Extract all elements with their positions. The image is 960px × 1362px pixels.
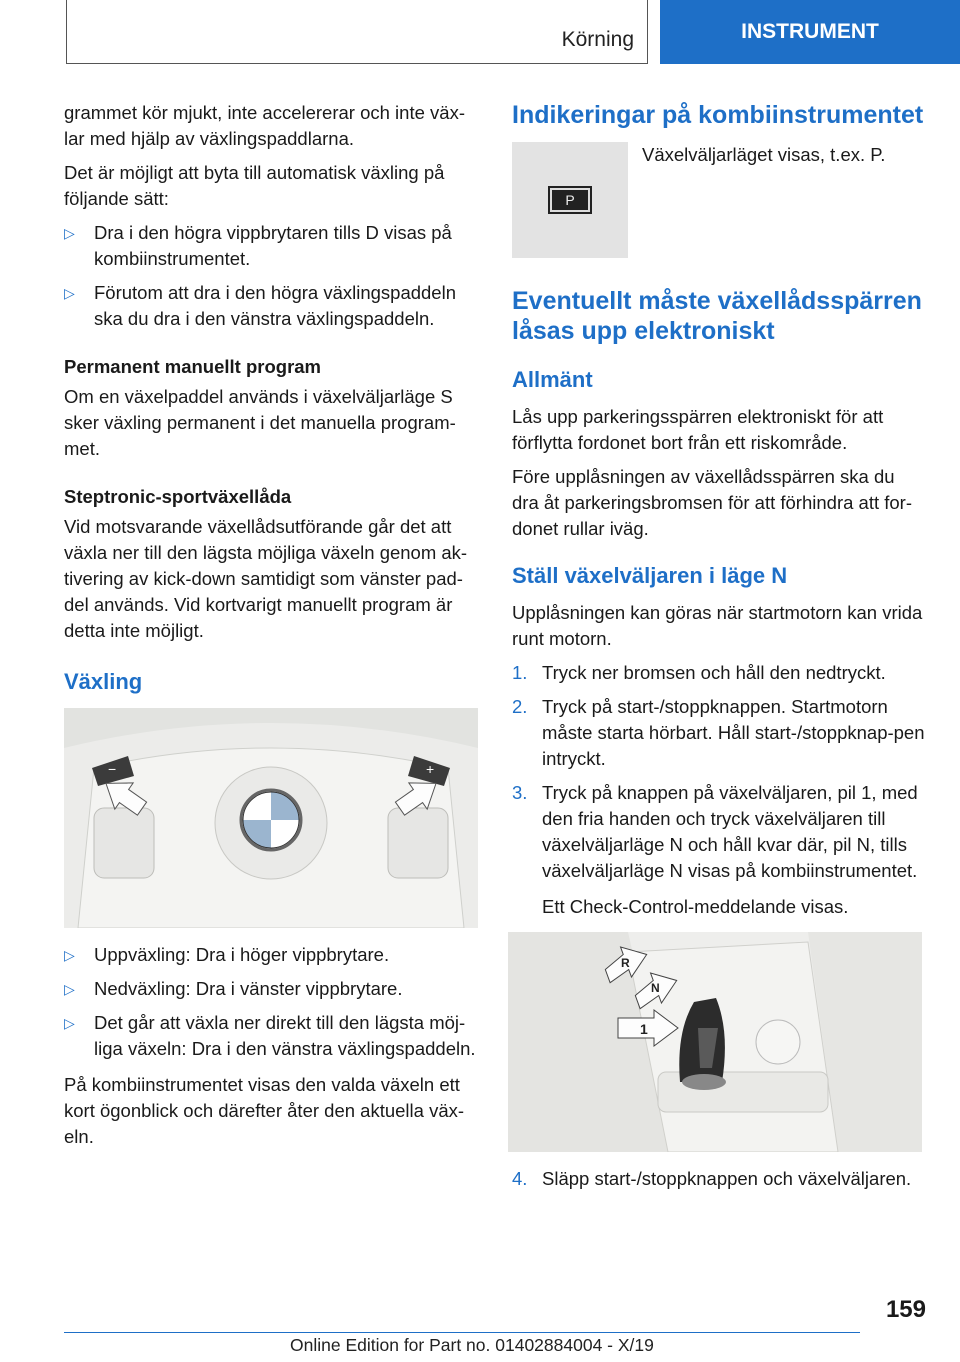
section-heading: Eventuellt måste växellådsspärren låsas upp elektroniskt [512,287,922,345]
triangle-bullet-icon: ▷ [64,285,75,301]
section-heading: Växling [64,669,143,694]
list-item: 2. Tryck på start-/stoppknappen. Startmotorn måste starta hörbart. Håll start-/stoppknap-pen intryckt. [512,696,925,769]
paragraph: Om en växelpaddel används i växelväljarläge S sker växling permanent i det manuella program-met. [64,386,456,459]
subheading: Permanent manuellt program [64,356,322,377]
list-item: ▷ Förutom att dra i den högra växlingspaddeln ska du dra i den vänstra växlingspaddeln. [64,282,456,329]
paragraph: grammet kör mjukt, inte accelererar och inte väx-lar med hjälp av växlingspaddlarna. [64,102,465,149]
footer-edition: Online Edition for Part no. 01402884004 - X/19 [290,1335,654,1355]
steps-list [512,1166,926,1192]
arrow-1-label: 1 [640,1021,648,1037]
triangle-bullet-icon: ▷ [64,225,75,241]
list-item: ▷ Nedväxling: Dra i vänster vippbrytare. [64,976,478,1002]
list-item: 1. Tryck ner bromsen och håll den nedtryckt. [512,662,886,683]
right-column [512,100,926,1202]
paragraph: Upplåsningen kan göras när startmotorn kan vrida runt motorn. [512,602,923,649]
figure-caption: Växelväljarläget visas, t.ex. P. [642,144,886,165]
header-section-title: Körning [561,28,634,51]
page-number: 159 [885,1296,926,1323]
triangle-bullet-icon: ▷ [64,947,75,963]
section-heading: Indikeringar på kombiinstrumentet [512,101,924,129]
minus-label: − [108,761,117,777]
bullet-list [64,220,478,332]
subheading: Steptronic-sportväxellåda [64,486,292,507]
subsection-heading: Allmänt [512,367,593,392]
list-item: 4. Släpp start-/stoppknappen och växelväljaren. [512,1168,912,1189]
r-label: R [621,956,630,970]
list-item: ▷ Det går att växla ner direkt till den lägsta möj-liga växeln: Dra i den vänstra växlingspaddeln. [64,1012,476,1059]
gear-indicator-image [512,142,628,258]
steering-wheel-image [64,708,478,928]
paragraph: På kombiinstrumentet visas den valda växeln ett kort ögonblick och därefter åter den aktuella väx-eln. [64,1074,465,1147]
gear-selector-image [508,932,922,1152]
triangle-bullet-icon: ▷ [64,981,75,997]
paragraph: Före upplåsningen av växellådsspärren ska du dra åt parkeringsbromsen för att förhindra att for-donet rullar iväg. [512,466,912,539]
triangle-bullet-icon: ▷ [64,1015,75,1031]
list-item: ▷ Uppväxling: Dra i höger vippbrytare. [64,942,478,968]
footer-divider [64,1332,860,1333]
paragraph: Det är möjligt att byta till automatisk växling på följande sätt: [64,162,445,209]
park-indicator-icon: P [550,188,590,212]
paragraph: Lås upp parkeringsspärren elektroniskt för att förflytta fordonet bort från ett riskområde. [512,406,884,453]
left-column [64,100,478,1158]
step-note: Ett Check-Control-meddelande visas. [542,896,849,917]
bullet-list [64,942,478,1062]
plus-label: + [426,761,435,777]
indicator-figure [512,142,926,258]
paragraph: Vid motsvarande växellådsutförande går det att växla ner till den lägsta möjliga växeln genom ak-tivering av kick-down samtidigt som vänster pad-del används. Vid kortvarigt manuellt program är detta inte möjligt. [64,516,468,641]
list-item: ▷ Dra i den högra vippbrytaren tills D visas på kombiinstrumentet. [64,222,452,269]
list-item: 3. Tryck på knappen på växelväljaren, pil 1, med den fria handen och tryck växelväljaren till växelväljarläge N och håll kvar där, pil N, tills växelväljarläge N visas på kombiinstrumentet. [512,782,918,881]
steps-list [512,660,926,884]
subsection-heading: Ställ växelväljaren i läge N [512,563,788,588]
header-chapter-tab[interactable]: INSTRUMENT [660,0,960,64]
n-label: N [651,981,660,995]
